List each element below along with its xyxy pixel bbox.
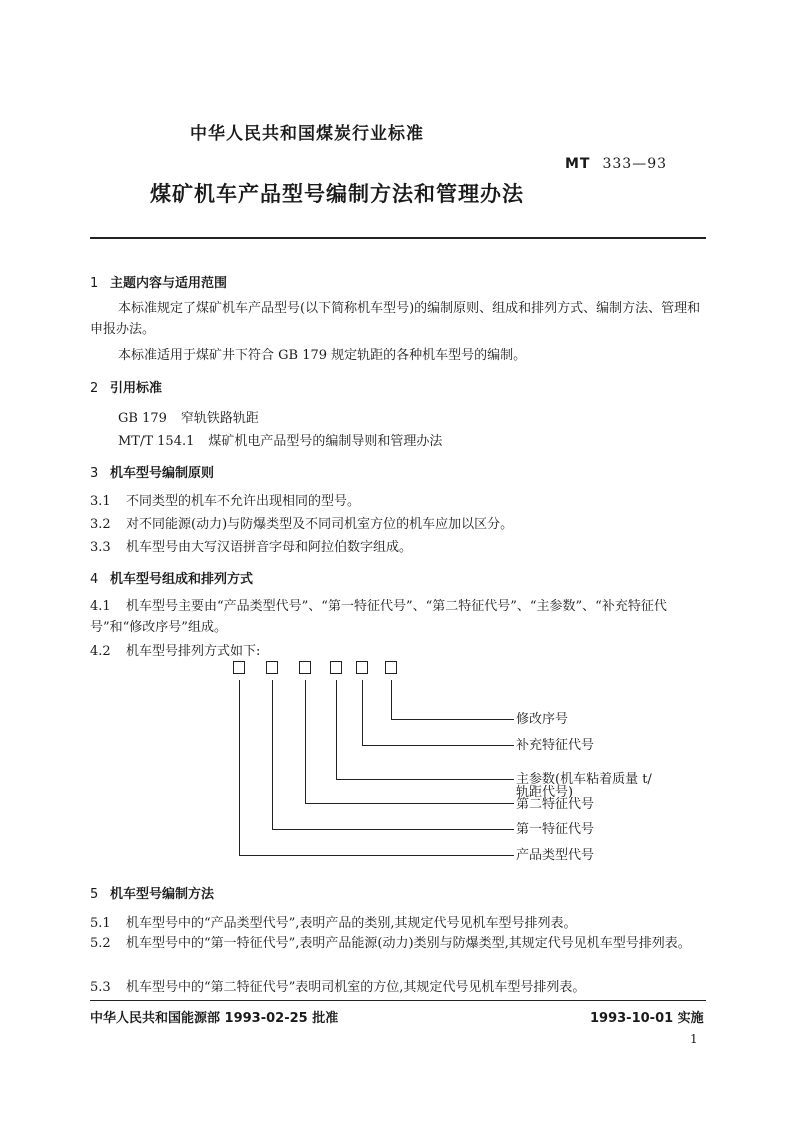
code-slot-product-type: [233, 661, 245, 674]
reference-item: MT/T 154.1 煤矿机电产品型号的编制导则和管理办法: [118, 434, 443, 449]
code-slot-main-param: [330, 661, 342, 674]
leader-line: [239, 680, 240, 855]
approval-statement: 中华人民共和国能源部 1993-02-25 批准: [90, 1011, 339, 1026]
document-title: 煤矿机车产品型号编制方法和管理办法: [150, 182, 524, 206]
standard-code-number: 333—93: [602, 156, 668, 172]
page-number: 1: [690, 1032, 698, 1046]
effective-date: 1993-10-01 实施: [590, 1011, 704, 1026]
section-3-heading: 3 机车型号编制原则: [90, 466, 215, 481]
section-1-heading: 1 主题内容与适用范围: [90, 276, 228, 291]
label-product-type: 产品类型代号: [516, 848, 595, 863]
code-slot-second-feature: [299, 661, 311, 674]
section-4-heading: 4 机车型号组成和排列方式: [90, 572, 254, 587]
leader-line: [391, 719, 514, 720]
leader-line: [336, 680, 337, 779]
issuing-organization: 中华人民共和国煤炭行业标准: [190, 124, 424, 144]
section-2-heading: 2 引用标准: [90, 381, 163, 396]
standard-code-prefix: MT: [565, 156, 591, 172]
code-slot-first-feature: [266, 661, 278, 674]
clause-5-1: 5.1 机车型号中的“产品类型代号”,表明产品的类别,其规定代号见机车型号排列表。: [90, 916, 577, 931]
label-first-feature: 第一特征代号: [516, 822, 595, 837]
leader-line: [305, 803, 514, 804]
code-slot-supplement: [356, 661, 368, 674]
label-modify-number: 修改序号: [516, 712, 569, 727]
label-second-feature: 第二特征代号: [516, 797, 595, 812]
label-main-parameter-cont: 轨距代号): [516, 785, 574, 800]
reference-item: GB 179 窄轨铁路轨距: [118, 411, 259, 426]
code-slot-modify: [385, 661, 397, 674]
leader-line: [272, 680, 273, 829]
clause-5-3: 5.3 机车型号中的“第二特征代号”表明司机室的方位,其规定代号见机车型号排列表。: [90, 980, 586, 995]
leader-line: [239, 855, 514, 856]
leader-line: [336, 779, 514, 780]
clause-4-2: 4.2 机车型号排列方式如下:: [90, 644, 261, 659]
label-main-parameter: 主参数(机车粘着质量 t/: [516, 772, 652, 787]
section-5-heading: 5 机车型号编制方法: [90, 887, 215, 902]
leader-line: [362, 680, 363, 745]
leader-line: [305, 680, 306, 803]
clause-5-2: 5.2 机车型号中的“第一特征代号”,表明产品能源(动力)类别与防爆类型,其规定代号见机车型号排列表。: [90, 936, 691, 951]
clause-3-3: 3.3 机车型号由大写汉语拼音字母和阿拉伯数字组成。: [90, 540, 413, 555]
leader-line: [362, 745, 514, 746]
section-1-paragraph-2: 本标准适用于煤矿井下符合 GB 179 规定轨距的各种机车型号的编制。: [118, 348, 527, 363]
footer-divider: [90, 1000, 706, 1001]
section-1-paragraph-1: 本标准规定了煤矿机车产品型号(以下简称机车型号)的编制原则、组成和排列方式、编制方法、管理和申报办法。: [90, 301, 701, 337]
clause-3-2: 3.2 对不同能源(动力)与防爆类型及不同司机室方位的机车应加以区分。: [90, 517, 514, 532]
clause-3-1: 3.1 不同类型的机车不允许出现相同的型号。: [90, 494, 361, 509]
leader-line: [391, 680, 392, 719]
header-divider: [90, 237, 706, 239]
clause-4-1: 4.1 机车型号主要由“产品类型代号”、“第一特征代号”、“第二特征代号”、“主参数”、“补充特征代号”和“修改序号”组成。: [90, 599, 667, 635]
standard-code: [565, 156, 667, 172]
leader-line: [272, 829, 514, 830]
label-supplement-feature: 补充特征代号: [516, 738, 595, 753]
